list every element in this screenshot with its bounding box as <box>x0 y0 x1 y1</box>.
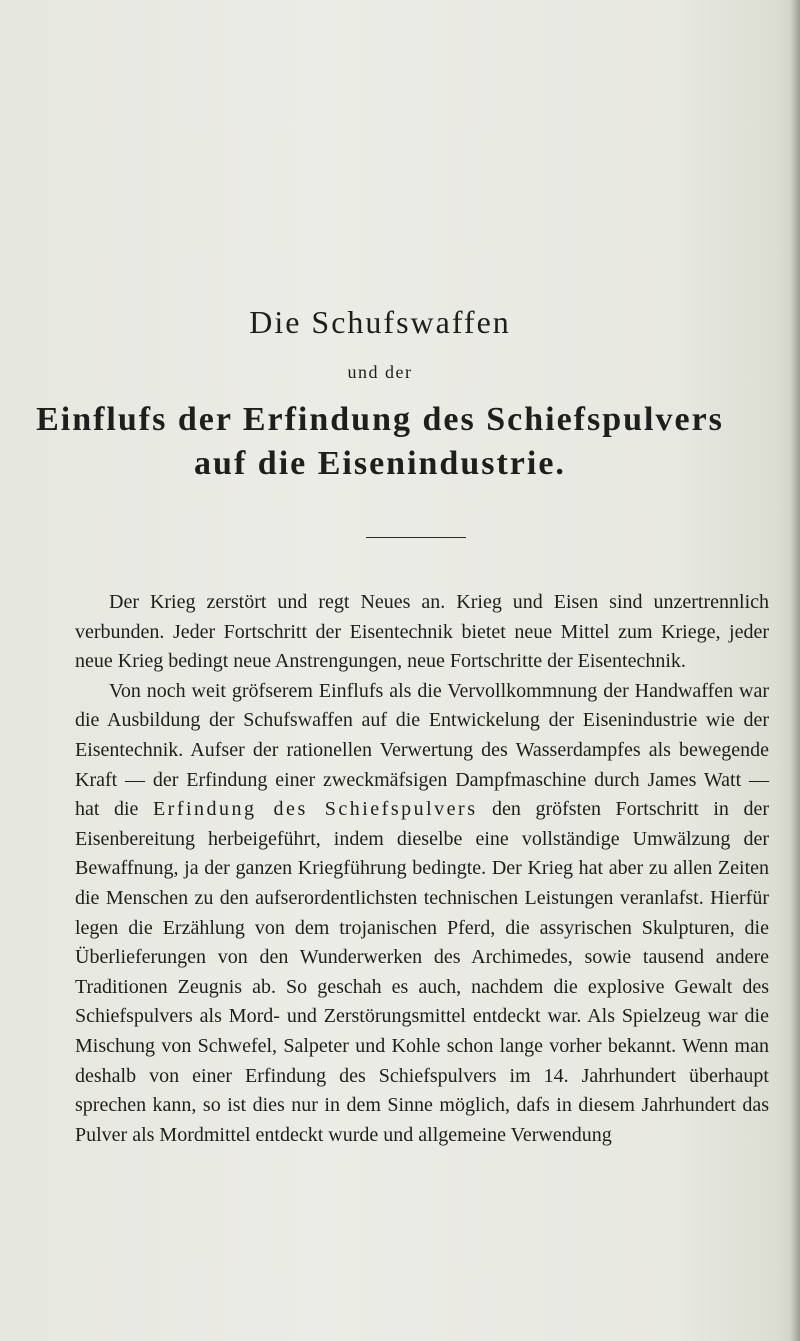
paragraph-2 <box>75 677 769 1151</box>
title-line-3 <box>0 398 760 486</box>
page-edge-shadow <box>790 0 800 1341</box>
title-line-2: und der <box>347 362 413 382</box>
paragraph-2-emphasis: Erfindung des Schiefspulvers <box>152 798 478 821</box>
paragraph-2-part-1: Von noch weit gröfserem Einflufs als die Vervollkommnung der Handwaffen war die Ausbildung der Schufswaffen auf die Entwickelung der Eisenindustrie wie der Eisentechnik. Aufser der rationellen Verwertung des Wasserdampfes als bewegende Kraft — der Erfindung einer zweckmäfsigen Dampfmaschine durch James Watt — hat die <box>75 679 769 821</box>
body-text <box>75 588 769 1150</box>
paragraph-1: Der Krieg zerstört und regt Neues an. Krieg und Eisen sind unzertrennlich verbunden. Jeder Fortschritt der Eisentechnik bietet neue Mittel zum Kriege, jeder neue Krieg bedingt neue Anstrengungen, neue Fortschritte der Eisentechnik. <box>75 591 769 673</box>
paragraph-2-part-2: den gröfsten Fortschritt in der Eisenbereitung herbeigeführt, indem dieselbe eine vollständige Umwälzung der Bewaffnung, ja der ganzen Kriegführung bedingte. Der Krieg hat aber zu allen Zeiten die Menschen zu den aufserordentlichsten technischen Leistungen veranlafst. Hierfür legen die Erzählung von dem trojanischen Pferd, die assyrischen Skulpturen, die Überlieferungen von den Wunderwerken des Archimedes, sowie tausend andere Traditionen Zeugnis ab. So geschah es auch, nachdem die explosive Gewalt des Schiefspulvers als Mord- und Zerstörungsmittel entdeckt war. Als Spielzeug war die Mischung von Schwefel, Salpeter und Kohle schon lange vorher bekannt. Wenn man deshalb von einer Erfindung des Schiefspulvers im 14. Jahrhundert überhaupt sprechen kann, so ist dies nur in dem Sinne möglich, dafs in diesem Jahrhundert das Pulver als Mordmittel entdeckt wurde und allgemeine Verwendung <box>75 798 770 1146</box>
title-line-3a: Einflufs der Erfindung des Schiefspulvers <box>36 401 724 438</box>
title-line-3b: auf die Eisenindustrie. <box>194 445 566 482</box>
title-divider <box>366 537 466 538</box>
title-line-1: Die Schufswaffen <box>249 304 511 340</box>
